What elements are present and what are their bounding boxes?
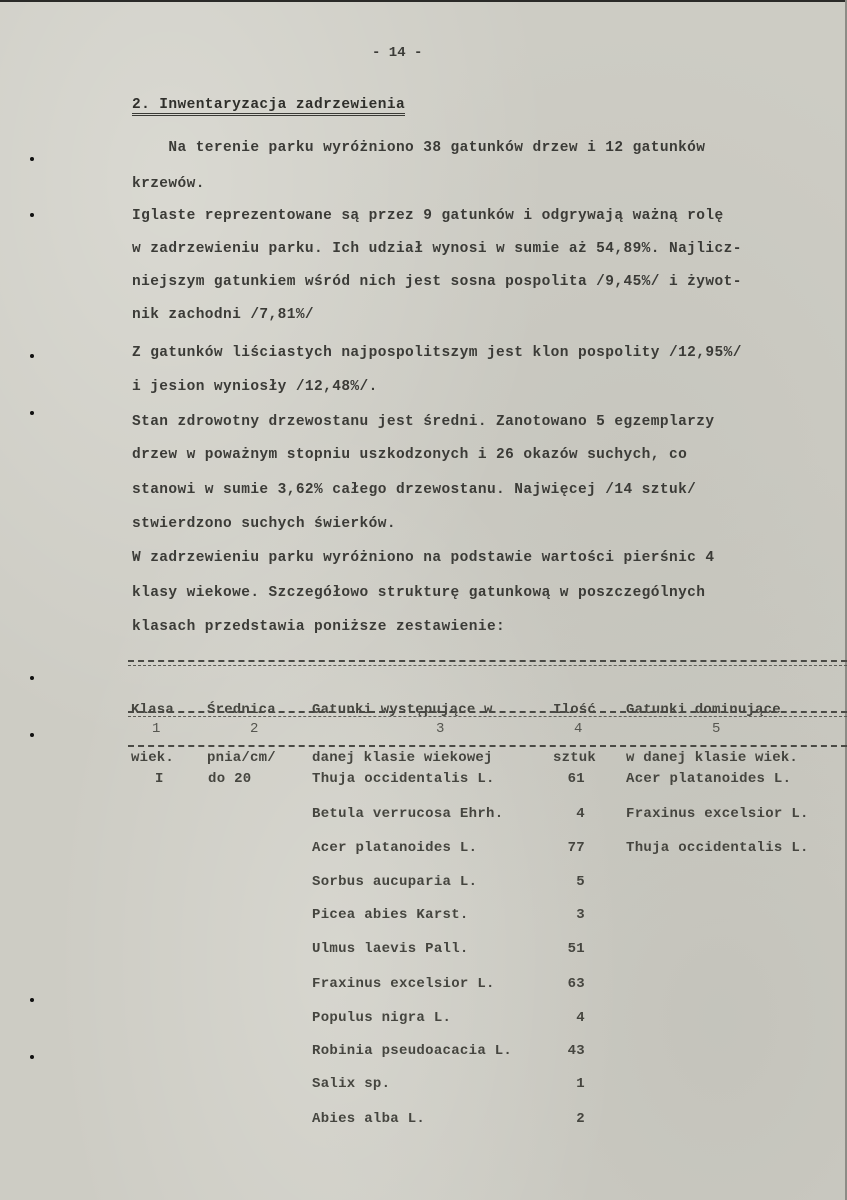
column-number: 3	[436, 721, 445, 737]
binding-hole	[30, 157, 34, 161]
page-top-edge	[0, 0, 847, 2]
count-cell: 5	[576, 874, 585, 890]
count-cell: 3	[576, 907, 585, 923]
species-cell: Fraxinus excelsior L.	[312, 976, 495, 992]
section-heading: 2. Inwentaryzacja zadrzewienia	[132, 97, 405, 116]
count-cell: 77	[567, 840, 585, 856]
paragraph-line: stwierdzono suchych świerków.	[132, 516, 396, 532]
table-header-rule	[128, 711, 847, 717]
count-cell: 1	[576, 1076, 585, 1092]
count-cell: 43	[567, 1043, 585, 1059]
binding-hole	[30, 1055, 34, 1059]
binding-hole	[30, 733, 34, 737]
species-cell: Ulmus laevis Pall.	[312, 941, 469, 957]
header-species: Gatunki występujące w danej klasie wiekowej	[312, 702, 493, 766]
paragraph-line: Na terenie parku wyróżniono 38 gatunków drzew i 12 gatunków	[132, 140, 706, 156]
count-cell: 2	[576, 1111, 585, 1127]
binding-hole	[30, 676, 34, 680]
age-class-cell: I	[155, 771, 164, 787]
binding-hole	[30, 354, 34, 358]
species-cell: Thuja occidentalis L.	[312, 771, 495, 787]
header-age-class: Klasa wiek.	[131, 702, 175, 766]
dominant-cell: Fraxinus excelsior L.	[626, 806, 809, 822]
species-cell: Sorbus aucuparia L.	[312, 874, 478, 890]
paragraph-line: W zadrzewieniu parku wyróżniono na podstawie wartości pierśnic 4	[132, 550, 715, 566]
binding-hole	[30, 213, 34, 217]
paragraph-line: Z gatunków liściastych najpospolitszym jest klon pospolity /12,95%/	[132, 345, 742, 361]
count-cell: 4	[576, 806, 585, 822]
paragraph-line: niejszym gatunkiem wśród nich jest sosna pospolita /9,45%/ i żywot-	[132, 274, 742, 290]
table-top-rule	[128, 660, 847, 666]
paragraph-line: klasach przedstawia poniższe zestawienie:	[132, 619, 506, 635]
paragraph-line: nik zachodni /7,81%/	[132, 307, 315, 323]
count-cell: 51	[567, 941, 585, 957]
header-diameter: Średnica pnia/cm/	[207, 702, 276, 766]
paragraph-line: i jesion wyniosły /12,48%/.	[132, 379, 378, 395]
paragraph-line: Stan zdrowotny drzewostanu jest średni. Zanotowano 5 egzemplarzy	[132, 414, 715, 430]
species-cell: Robinia pseudoacacia L.	[312, 1043, 513, 1059]
header-count: Ilość sztuk	[553, 702, 597, 766]
count-cell: 61	[567, 771, 585, 787]
species-cell: Acer platanoides L.	[312, 840, 478, 856]
page-number: - 14 -	[372, 45, 423, 61]
column-number: 1	[152, 721, 161, 737]
species-cell: Betula verrucosa Ehrh.	[312, 806, 504, 822]
column-number: 2	[250, 721, 259, 737]
count-cell: 63	[567, 976, 585, 992]
column-number: 5	[712, 721, 721, 737]
paragraph-line: drzew w poważnym stopniu uszkodzonych i 26 okazów suchych, co	[132, 447, 688, 463]
paragraph-line: krzewów.	[132, 176, 205, 192]
species-cell: Populus nigra L.	[312, 1010, 452, 1026]
paragraph-line: klasy wiekowe. Szczegółowo strukturę gatunkową w poszczególnych	[132, 585, 706, 601]
species-cell: Picea abies Karst.	[312, 907, 469, 923]
table-column-number-rule	[128, 745, 847, 747]
column-number: 4	[574, 721, 583, 737]
species-cell: Salix sp.	[312, 1076, 391, 1092]
binding-hole	[30, 998, 34, 1002]
dominant-cell: Acer platanoides L.	[626, 771, 792, 787]
paragraph-line: stanowi w sumie 3,62% całego drzewostanu. Najwięcej /14 sztuk/	[132, 482, 697, 498]
paragraph-line: w zadrzewieniu parku. Ich udział wynosi w sumie aż 54,89%. Najlicz-	[132, 241, 742, 257]
binding-hole	[30, 411, 34, 415]
species-cell: Abies alba L.	[312, 1111, 426, 1127]
paragraph-line: Iglaste reprezentowane są przez 9 gatunków i odgrywają ważną rolę	[132, 208, 724, 224]
dominant-cell: Thuja occidentalis L.	[626, 840, 809, 856]
count-cell: 4	[576, 1010, 585, 1026]
diameter-cell: do 20	[208, 771, 252, 787]
header-dominant: Gatunki dominujące w danej klasie wiek.	[626, 702, 799, 766]
